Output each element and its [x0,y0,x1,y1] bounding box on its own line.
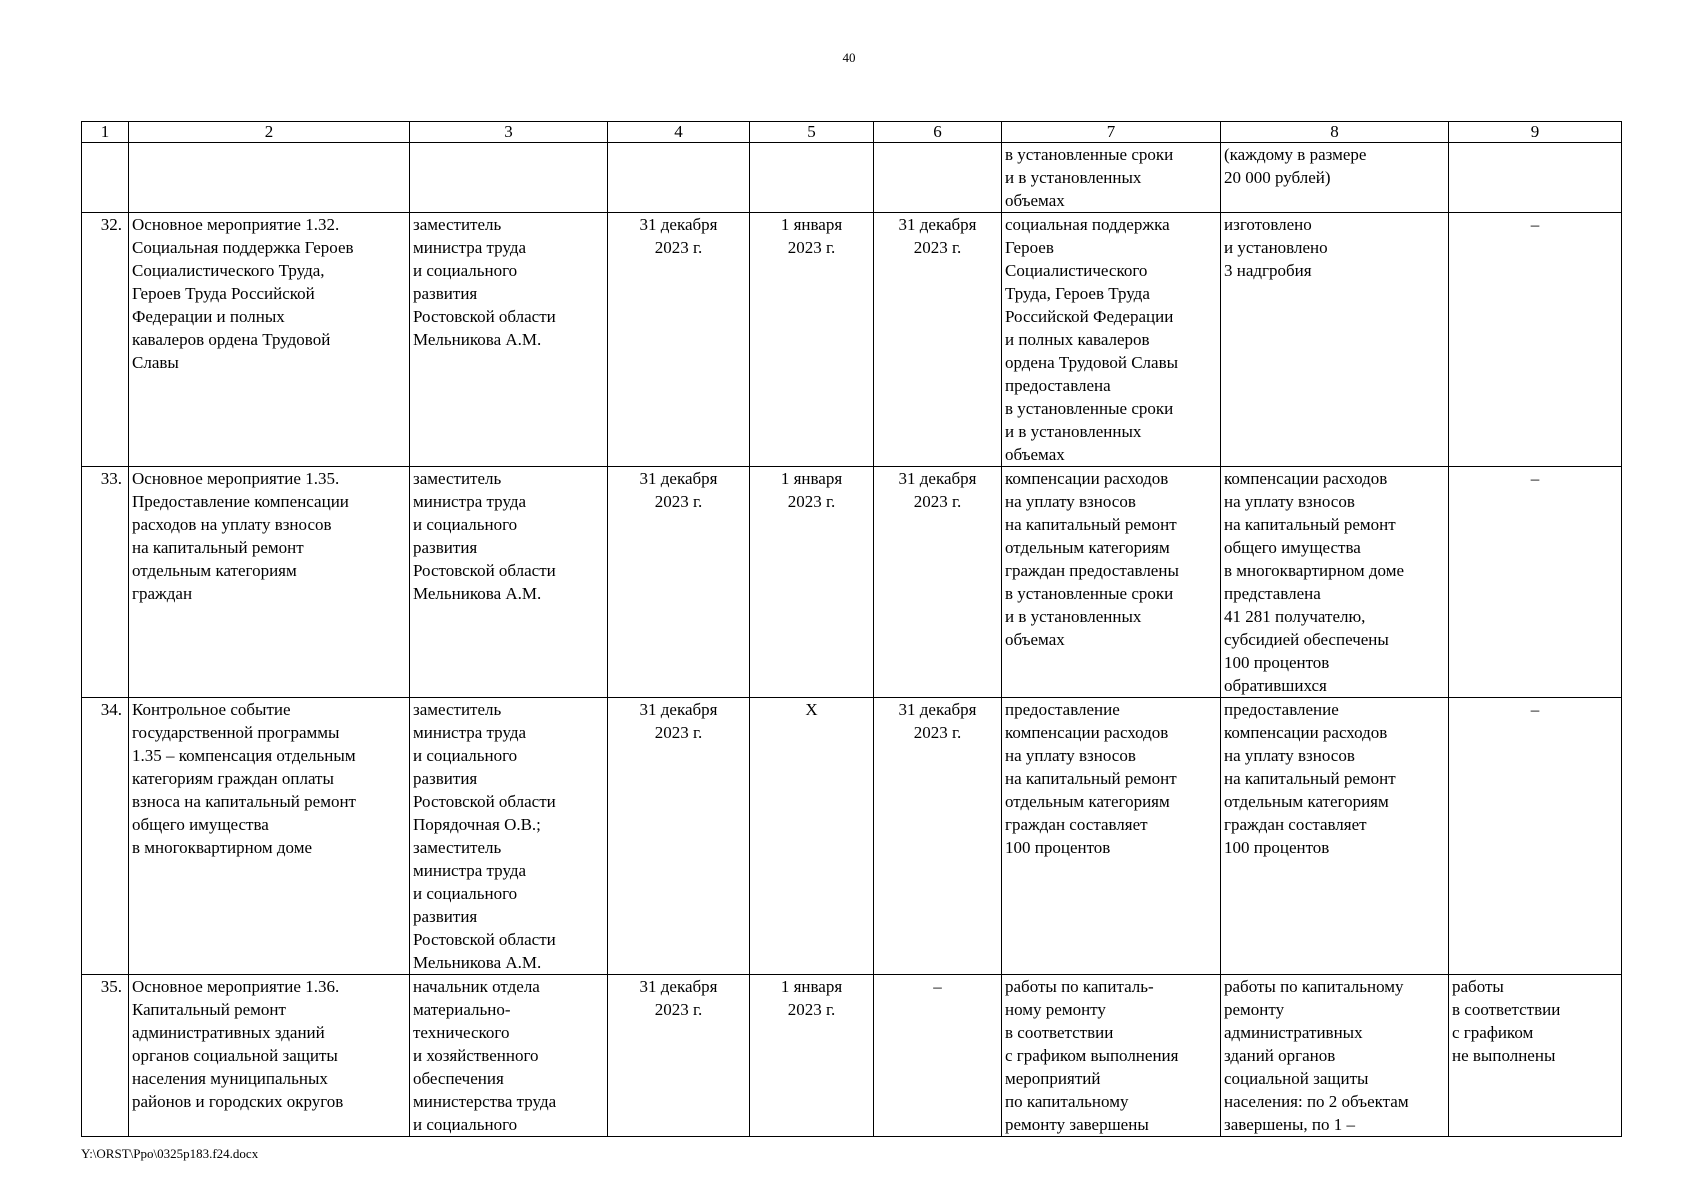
planned-result-cell: работы по капиталь- ному ремонту в соответствии с графиком выполнения мероприятий по капитальному ремонту завершены [1002,975,1221,1137]
start-date-cell: 1 января 2023 г. [750,975,874,1137]
reason-cell: – [1449,698,1622,975]
planned-result-cell: предоставление компенсации расходов на уплату взносов на капитальный ремонт отдельным категориям граждан составляет 100 процентов [1002,698,1221,975]
row-number: 33. [82,467,129,698]
row-number [82,143,129,213]
row-number: 32. [82,213,129,467]
end-date-cell: 31 декабря 2023 г. [874,698,1002,975]
planned-date-cell: 31 декабря 2023 г. [608,975,750,1137]
event-cell: Основное мероприятие 1.32. Социальная поддержка Героев Социалистического Труда, Героев Труда Российской Федерации и полных кавалеров ордена Трудовой Славы [129,213,410,467]
table-header-row [82,122,1622,143]
event-cell [129,143,410,213]
column-header: 5 [750,122,874,143]
page-number: 40 [842,50,856,65]
column-header: 6 [874,122,1002,143]
column-header: 1 [82,122,129,143]
file-path-footer: Y:\ORST\Ppo\0325p183.f24.docx [81,1146,259,1161]
responsible-cell: заместитель министра труда и социального развития Ростовской области Мельникова А.М. [410,467,608,698]
planned-date-cell: 31 декабря 2023 г. [608,467,750,698]
planned-result-cell: в установленные сроки и в установленных объемах [1002,143,1221,213]
column-header: 2 [129,122,410,143]
event-cell: Контрольное событие государственной программы 1.35 – компенсация отдельным категориям граждан оплаты взноса на капитальный ремонт общего имущества в многоквартирном доме [129,698,410,975]
column-header: 4 [608,122,750,143]
event-cell: Основное мероприятие 1.36. Капитальный ремонт административных зданий органов социальной защиты населения муниципальных районов и городских округов [129,975,410,1137]
event-cell: Основное мероприятие 1.35. Предоставление компенсации расходов на уплату взносов на капитальный ремонт отдельным категориям граждан [129,467,410,698]
column-header: 3 [410,122,608,143]
reason-cell: работы в соответствии с графиком не выполнены [1449,975,1622,1137]
actual-result-cell: (каждому в размере 20 000 рублей) [1221,143,1449,213]
row-number: 35. [82,975,129,1137]
end-date-cell: 31 декабря 2023 г. [874,213,1002,467]
table-row [82,975,1622,1137]
end-date-cell [874,143,1002,213]
actual-result-cell: изготовлено и установлено 3 надгробия [1221,213,1449,467]
start-date-cell: Х [750,698,874,975]
planned-result-cell: социальная поддержка Героев Социалистического Труда, Героев Труда Российской Федерации и полных кавалеров ордена Трудовой Славы предоставлена в установленные сроки и в установленных объемах [1002,213,1221,467]
responsible-cell: заместитель министра труда и социального развития Ростовской области Мельникова А.М. [410,213,608,467]
reason-cell [1449,143,1622,213]
start-date-cell: 1 января 2023 г. [750,213,874,467]
start-date-cell: 1 января 2023 г. [750,467,874,698]
planned-date-cell: 31 декабря 2023 г. [608,213,750,467]
reason-cell: – [1449,467,1622,698]
report-table [81,121,1622,1137]
column-header: 9 [1449,122,1622,143]
end-date-cell: 31 декабря 2023 г. [874,467,1002,698]
table-row [82,143,1622,213]
actual-result-cell: предоставление компенсации расходов на уплату взносов на капитальный ремонт отдельным категориям граждан составляет 100 процентов [1221,698,1449,975]
row-number: 34. [82,698,129,975]
table-row [82,698,1622,975]
responsible-cell: начальник отдела материально- технического и хозяйственного обеспечения министерства труда и социального [410,975,608,1137]
start-date-cell [750,143,874,213]
table-row [82,467,1622,698]
column-header: 8 [1221,122,1449,143]
reason-cell: – [1449,213,1622,467]
responsible-cell: заместитель министра труда и социального развития Ростовской области Порядочная О.В.; заместитель министра труда и социального развития Ростовской области Мельникова А.М. [410,698,608,975]
planned-result-cell: компенсации расходов на уплату взносов на капитальный ремонт отдельным категориям граждан предоставлены в установленные сроки и в установленных объемах [1002,467,1221,698]
table-row [82,213,1622,467]
end-date-cell: – [874,975,1002,1137]
responsible-cell [410,143,608,213]
actual-result-cell: работы по капитальному ремонту административных зданий органов социальной защиты населения: по 2 объектам завершены, по 1 – [1221,975,1449,1137]
actual-result-cell: компенсации расходов на уплату взносов на капитальный ремонт общего имущества в многоквартирном доме представлена 41 281 получателю, субсидией обеспечены 100 процентов обратившихся [1221,467,1449,698]
planned-date-cell [608,143,750,213]
planned-date-cell: 31 декабря 2023 г. [608,698,750,975]
column-header: 7 [1002,122,1221,143]
